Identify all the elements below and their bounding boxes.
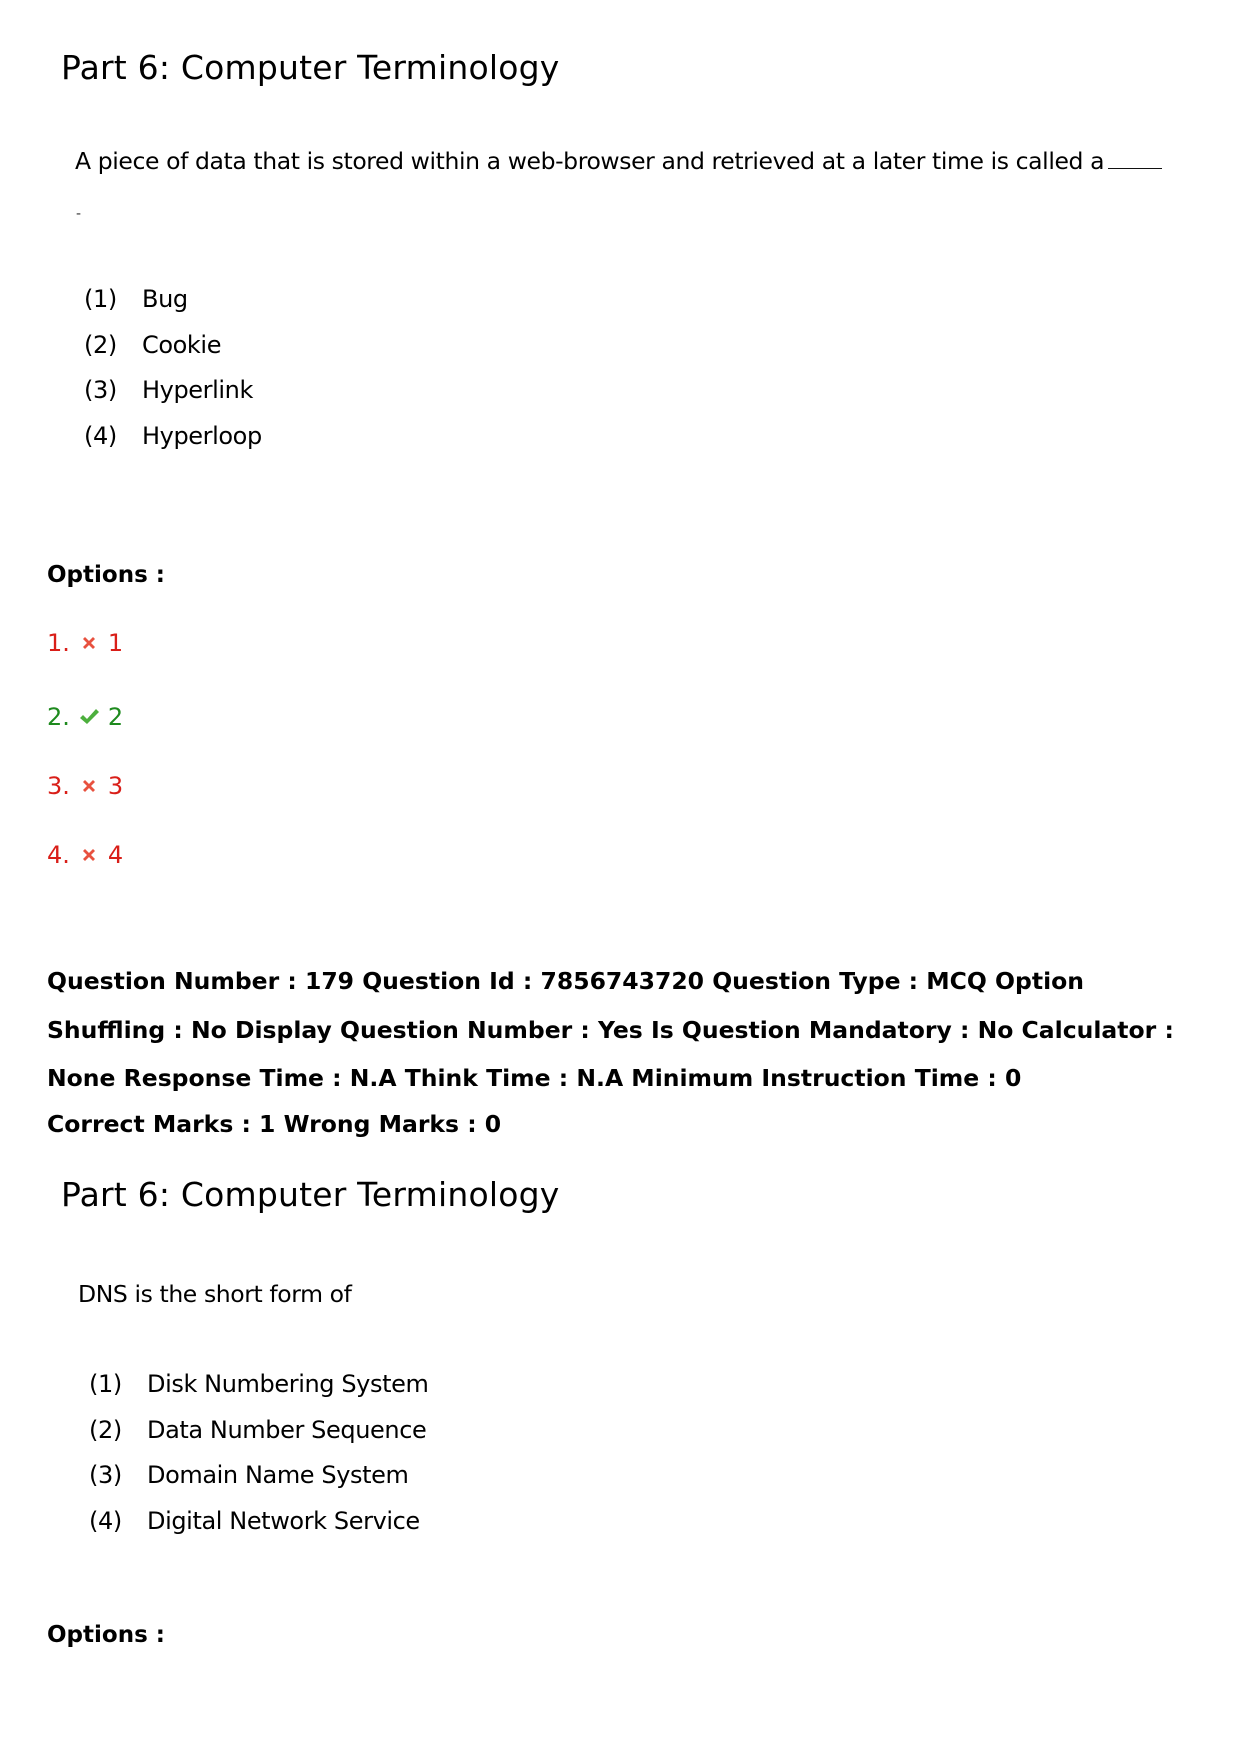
option-row-4 bbox=[47, 841, 123, 869]
question-2-stem: DNS is the short form of bbox=[78, 1280, 352, 1308]
choice-text: Domain Name System bbox=[147, 1461, 409, 1489]
cross-icon bbox=[78, 775, 100, 797]
choice-item bbox=[84, 422, 262, 468]
choice-number: (2) bbox=[89, 1415, 122, 1444]
option-row-2 bbox=[47, 703, 123, 731]
choice-text: Disk Numbering System bbox=[147, 1370, 429, 1398]
question-1-heading: Part 6: Computer Terminology bbox=[61, 48, 560, 87]
options-label: Options : bbox=[47, 562, 165, 588]
choice-number: (2) bbox=[84, 330, 117, 359]
marks-info: Correct Marks : 1 Wrong Marks : 0 bbox=[47, 1110, 502, 1138]
question-1-stem bbox=[75, 147, 1162, 175]
option-index: 2. bbox=[47, 703, 70, 731]
choice-text: Cookie bbox=[142, 330, 222, 359]
option-value: 3 bbox=[107, 772, 124, 800]
option-index: 4. bbox=[47, 841, 70, 869]
option-row-3 bbox=[47, 772, 123, 800]
option-value: 2 bbox=[107, 703, 124, 731]
choice-text: Bug bbox=[142, 285, 188, 313]
choice-item bbox=[84, 376, 262, 422]
question-1-stem-text: A piece of data that is stored within a web-browser and retrieved at a later time is called a bbox=[75, 147, 1105, 175]
choice-text: Hyperloop bbox=[142, 421, 262, 450]
choice-text: Hyperlink bbox=[142, 376, 253, 404]
fill-in-blank bbox=[1108, 167, 1162, 169]
cross-icon bbox=[78, 844, 100, 866]
option-value: 1 bbox=[107, 629, 124, 657]
option-value: 4 bbox=[107, 841, 124, 869]
option-row-1 bbox=[47, 629, 123, 657]
stray-mark: - bbox=[76, 206, 82, 222]
choice-item bbox=[89, 1461, 428, 1507]
choice-item bbox=[89, 1416, 428, 1462]
choice-number: (3) bbox=[89, 1461, 122, 1489]
choice-text: Data Number Sequence bbox=[147, 1415, 427, 1444]
choice-number: (4) bbox=[84, 421, 117, 450]
option-index: 3. bbox=[47, 772, 70, 800]
choice-number: (3) bbox=[84, 376, 117, 404]
choice-item bbox=[84, 331, 262, 377]
question-2-heading: Part 6: Computer Terminology bbox=[61, 1175, 560, 1214]
options-label: Options : bbox=[47, 1622, 165, 1648]
option-index: 1. bbox=[47, 629, 70, 657]
question-2-choice-list bbox=[89, 1370, 428, 1552]
choice-number: (1) bbox=[89, 1370, 122, 1398]
choice-item bbox=[84, 285, 262, 331]
choice-text: Digital Network Service bbox=[147, 1506, 420, 1535]
question-metadata: Question Number : 179 Question Id : 7856743720 Question Type : MCQ Option Shuffling : No Display Question Number : Yes Is Question Mandatory : No Calculator : None Response Time : N.A Think Time : N.A Minimum Instruction Time : 0 bbox=[47, 967, 1174, 1092]
choice-item bbox=[89, 1370, 428, 1416]
choice-number: (4) bbox=[89, 1506, 122, 1535]
cross-icon bbox=[78, 632, 100, 654]
question-1-choice-list bbox=[84, 285, 262, 467]
choice-item bbox=[89, 1507, 428, 1553]
check-icon bbox=[78, 706, 100, 728]
choice-number: (1) bbox=[84, 285, 117, 313]
